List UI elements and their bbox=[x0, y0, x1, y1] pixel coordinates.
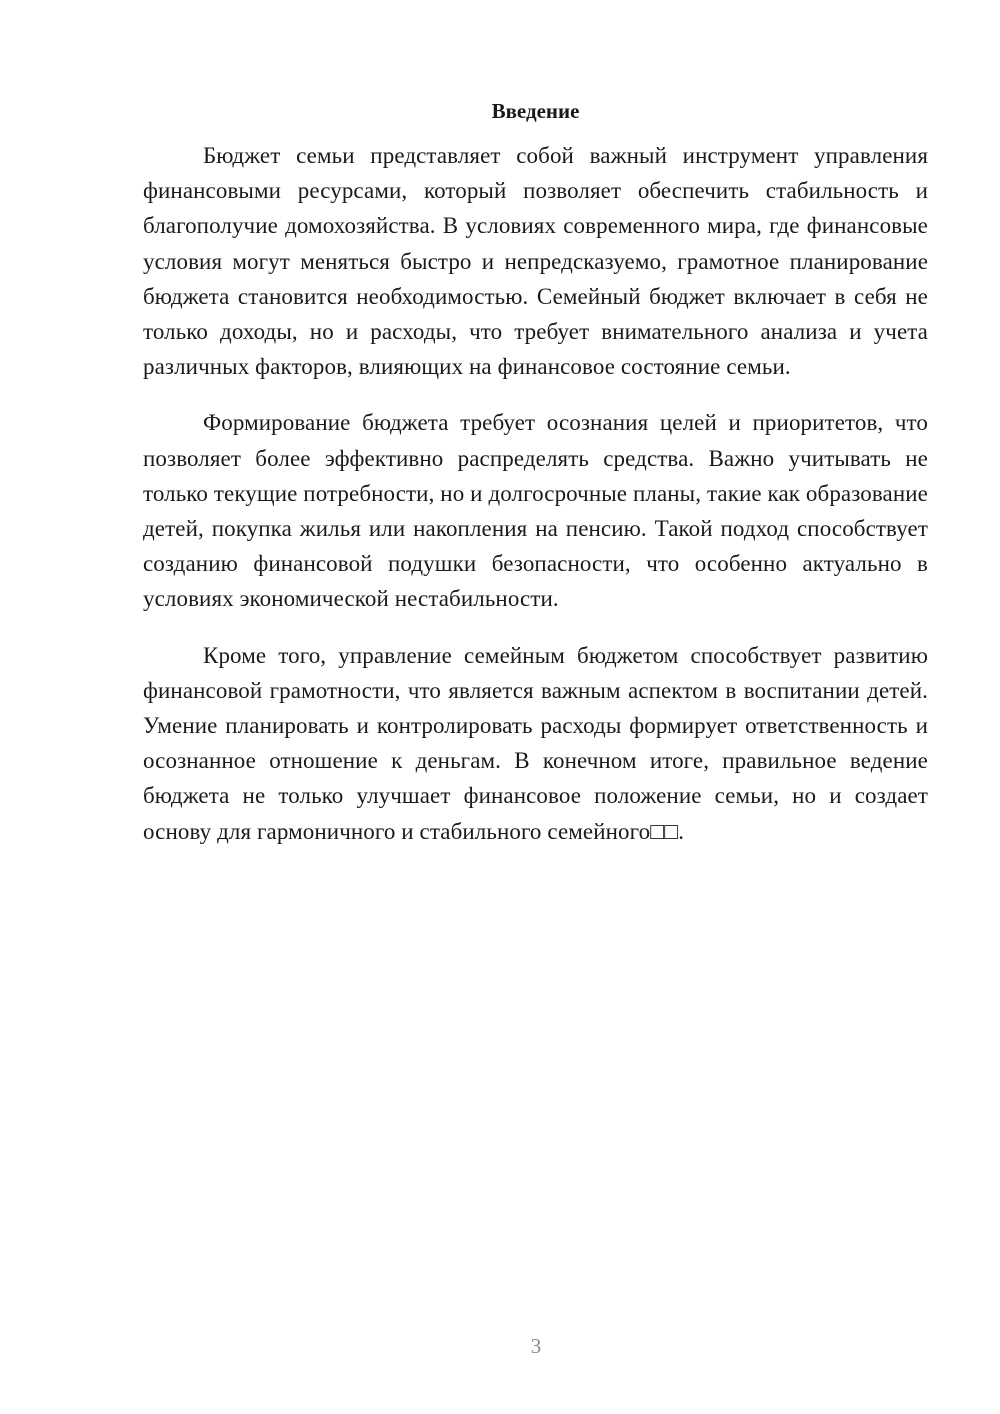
paragraph-3: Кроме того, управление семейным бюджетом способствует развитию финансовой грамотности, что является важным аспектом в воспитании детей. Умение планировать и контролировать расходы формирует ответственность и осознанное отношение к деньгам. В конечном итоге, правильное ведение бюджета не только улучшает финансовое положение семьи, но и создает основу для гармоничного и стабильного семейного□□. bbox=[143, 642, 928, 844]
paragraph-2: Формирование бюджета требует осознания целей и приоритетов, что позволяет более эффективно распределять средства. Важно учитывать не только текущие потребности, но и долгосрочные планы, такие как образование детей, покупка жилья или накопления на пенсию. Такой подход способствует созданию финансовой подушки безопасности, что особенно актуально в условиях экономической нестабильности. bbox=[143, 410, 928, 612]
section-title: Введение bbox=[491, 99, 580, 123]
page-number: 3 bbox=[530, 1334, 542, 1358]
paragraph-1: Бюджет семьи представляет собой важный инструмент управления финансовыми ресурсами, который позволяет обеспечить стабильность и благополучие домохозяйства. В условиях современного мира, где финансовые условия могут меняться быстро и непредсказуемо, грамотное планирование бюджета становится необходимостью. Семейный бюджет включает в себя не только доходы, но и расходы, что требует внимательного анализа и учета различных факторов, влияющих на финансовое состояние семьи. bbox=[143, 143, 928, 380]
page-content bbox=[143, 96, 928, 870]
